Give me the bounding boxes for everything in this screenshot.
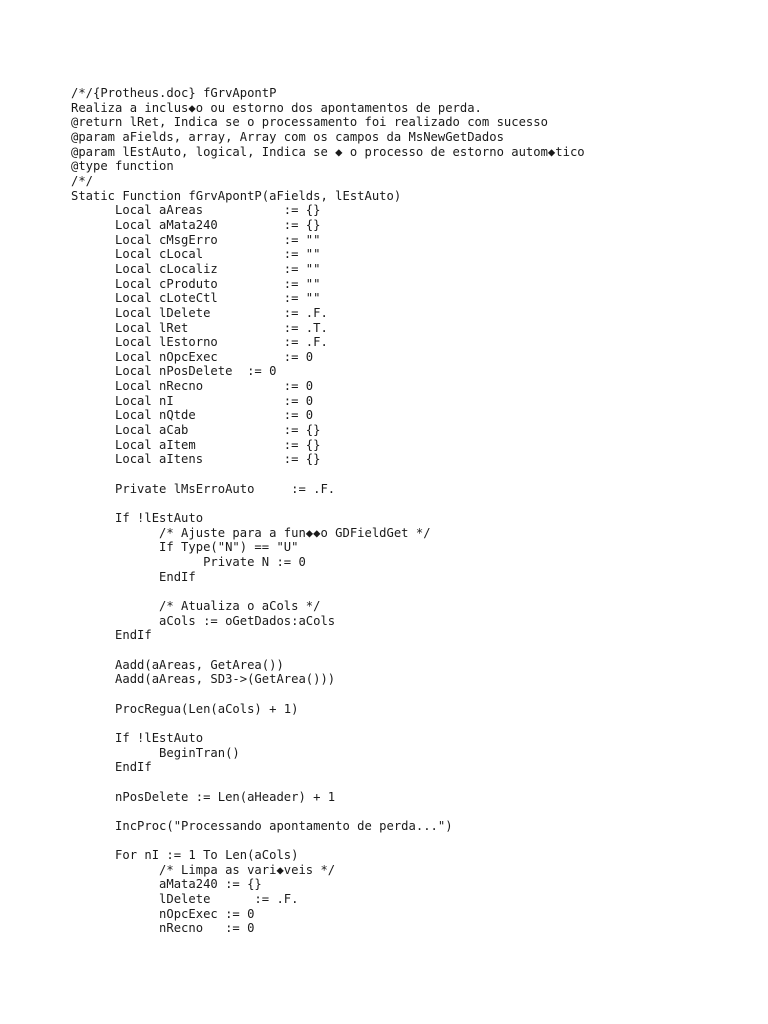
code-line: Realiza a inclus◆o ou estorno dos apontamentos de perda. bbox=[71, 100, 482, 115]
code-line bbox=[71, 804, 751, 819]
code-line: aMata240 := {} bbox=[71, 877, 262, 892]
code-line: Local nOpcExec := 0 bbox=[71, 349, 314, 364]
code-line: /*/{Protheus.doc} fGrvApontP bbox=[71, 86, 277, 100]
code-line: lDelete := .F. bbox=[71, 892, 299, 907]
code-line: Local lRet := .T. bbox=[71, 320, 328, 335]
code-line: @return lRet, Indica se o processamento foi realizado com sucesso bbox=[71, 115, 548, 130]
code-line: Private lMsErroAuto := .F. bbox=[71, 481, 336, 496]
code-line: nPosDelete := Len(aHeader) + 1 bbox=[71, 789, 336, 804]
code-line: Local lDelete := .F. bbox=[71, 305, 328, 320]
code-line bbox=[71, 833, 751, 848]
code-line: ProcRegua(Len(aCols) + 1) bbox=[71, 701, 299, 716]
source-code-listing bbox=[71, 86, 751, 936]
code-line: If Type("N") == "U" bbox=[71, 540, 299, 555]
code-line: Local cMsgErro := "" bbox=[71, 232, 321, 247]
code-line: /* Atualiza o aCols */ bbox=[71, 598, 321, 613]
code-line: /*/ bbox=[71, 173, 94, 188]
code-line: If !lEstAuto bbox=[71, 730, 204, 745]
code-line: Local aCab := {} bbox=[71, 423, 321, 438]
code-line: @param aFields, array, Array com os campos da MsNewGetDados bbox=[71, 129, 504, 144]
code-line: Aadd(aAreas, SD3->(GetArea())) bbox=[71, 672, 336, 687]
code-line: Local nI := 0 bbox=[71, 393, 314, 408]
code-line: Local cLocal := "" bbox=[71, 247, 321, 262]
code-line: Local aItem := {} bbox=[71, 437, 321, 452]
code-line bbox=[71, 496, 751, 511]
code-line: Local aAreas := {} bbox=[71, 203, 321, 218]
code-line bbox=[71, 687, 751, 702]
code-line: EndIf bbox=[71, 569, 196, 584]
code-line: /* Ajuste para a fun◆◆o GDFieldGet */ bbox=[71, 525, 431, 540]
code-line: Local nPosDelete := 0 bbox=[71, 364, 277, 379]
code-line: nRecno := 0 bbox=[71, 921, 255, 936]
code-line bbox=[71, 467, 751, 482]
code-line: Local aItens := {} bbox=[71, 452, 321, 467]
code-line: If !lEstAuto bbox=[71, 511, 204, 526]
code-line bbox=[71, 716, 751, 731]
code-line: Private N := 0 bbox=[71, 555, 306, 569]
code-line: For nI := 1 To Len(aCols) bbox=[71, 848, 299, 863]
code-line bbox=[71, 775, 751, 790]
code-line: @param lEstAuto, logical, Indica se ◆ o processo de estorno autom◆tico bbox=[71, 144, 585, 159]
code-line: BeginTran() bbox=[71, 745, 240, 760]
code-line: Local cProduto := "" bbox=[71, 276, 321, 291]
code-line: Local cLocaliz := "" bbox=[71, 261, 321, 276]
code-line bbox=[71, 643, 751, 658]
code-line bbox=[71, 584, 751, 599]
code-line: EndIf bbox=[71, 760, 152, 775]
code-line: aCols := oGetDados:aCols bbox=[71, 613, 336, 628]
code-line: Local lEstorno := .F. bbox=[71, 335, 328, 350]
code-line: IncProc("Processando apontamento de perda...") bbox=[71, 818, 453, 833]
code-line: Local aMata240 := {} bbox=[71, 217, 321, 232]
code-line: Aadd(aAreas, GetArea()) bbox=[71, 657, 284, 672]
code-line: Static Function fGrvApontP(aFields, lEstAuto) bbox=[71, 188, 402, 203]
code-line: Local cLoteCtl := "" bbox=[71, 291, 321, 306]
code-line: Local nQtde := 0 bbox=[71, 408, 314, 423]
code-line: /* Limpa as vari◆veis */ bbox=[71, 862, 336, 877]
code-line: @type function bbox=[71, 159, 174, 174]
code-line: EndIf bbox=[71, 628, 152, 643]
code-line: Local nRecno := 0 bbox=[71, 379, 314, 394]
code-line: nOpcExec := 0 bbox=[71, 906, 255, 921]
